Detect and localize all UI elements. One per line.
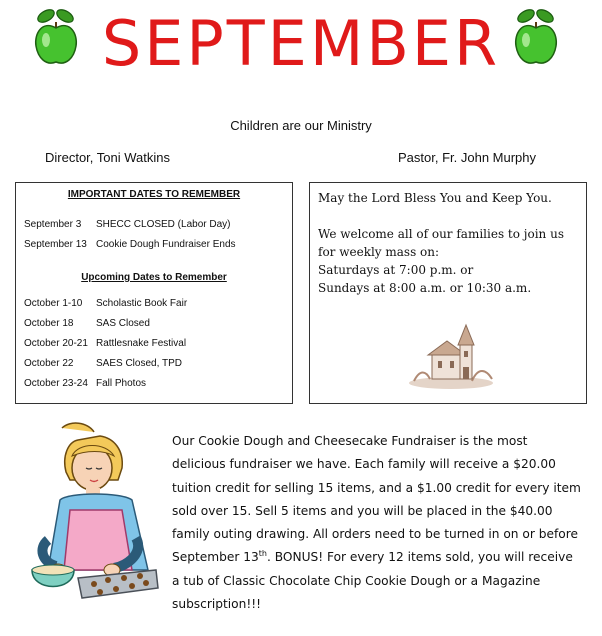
event: SAS Closed	[96, 317, 150, 329]
date: September 13	[24, 238, 87, 250]
date: October 18	[24, 317, 74, 329]
upcoming-dates-heading: Upcoming Dates to Remember	[81, 272, 227, 283]
event: SHECC CLOSED (Labor Day)	[96, 218, 231, 230]
list-item	[24, 293, 284, 313]
saturday-mass: Saturdays at 7:00 p.m. or	[318, 263, 474, 277]
event: Rattlesnake Festival	[96, 337, 187, 349]
date: October 22	[24, 357, 74, 369]
list-item	[24, 214, 284, 234]
dates-box	[15, 182, 293, 404]
director-name: Director, Toni Watkins	[45, 150, 170, 165]
date: October 20-21	[24, 337, 88, 349]
blessing-line: May the Lord Bless You and Keep You.	[318, 191, 552, 205]
date: October 23-24	[24, 377, 88, 389]
event: Scholastic Book Fair	[96, 297, 188, 309]
list-item	[24, 313, 284, 333]
list-item	[24, 373, 284, 393]
motto: Children are our Ministry	[230, 118, 372, 133]
list-item	[24, 353, 284, 373]
date: October 1-10	[24, 297, 83, 309]
date: September 3	[24, 218, 82, 230]
church-icon	[406, 321, 496, 391]
fundraiser-text: Our Cookie Dough and Cheesecake Fundraiser is the most delicious fundraiser we have. Each family will receive a $20.00 tuition credit for selling 15 items, and a $1.00 credit for every item sold over 15. Sell 5 items and you will be placed in the $40.00 family outing drawing. All orders need to be turned in on or before September 13	[172, 434, 581, 565]
list-item	[24, 333, 284, 353]
fundraiser-paragraph	[172, 430, 582, 616]
fundraiser-text-bonus: . BONUS! For every 12 items sold, you will receive a tub of Classic Chocolate Chip Cookie Dough or a Magazine subscription!!!	[172, 550, 573, 612]
girl-baking-clipart	[28, 420, 163, 625]
welcome-text: We welcome all of our families to join us for weekly mass on:	[318, 227, 564, 259]
fundraiser-superscript: th	[258, 549, 267, 559]
page-title: SEPTEMBER	[101, 7, 501, 80]
event: Cookie Dough Fundraiser Ends	[96, 238, 236, 250]
sunday-mass: Sundays at 8:00 a.m. or 10:30 a.m.	[318, 281, 532, 295]
event: Fall Photos	[96, 377, 147, 389]
list-item	[24, 234, 284, 254]
important-dates-heading: IMPORTANT DATES TO REMEMBER	[67, 189, 241, 200]
event: SAES Closed, TPD	[96, 357, 182, 369]
blessing-box	[309, 182, 587, 404]
pastor-name: Pastor, Fr. John Murphy	[398, 150, 537, 165]
